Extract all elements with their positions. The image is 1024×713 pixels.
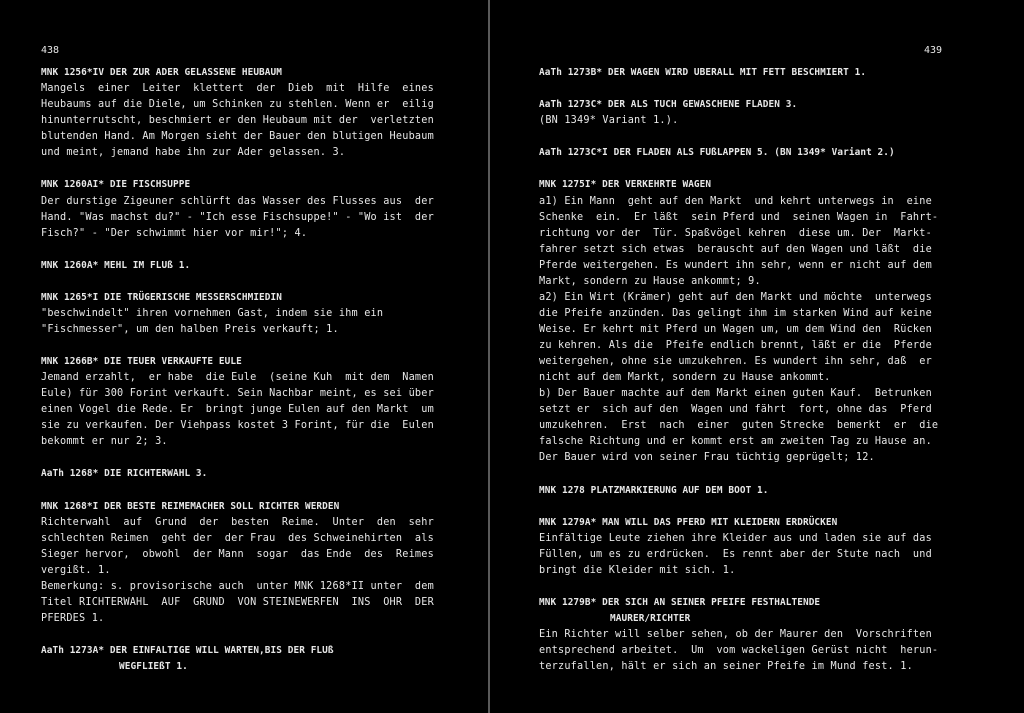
text-line: umzukehren. Erst nach einer guten Strecke bemerkt er die [539, 420, 939, 431]
text-line: fahrer setzt sich etwas berauscht auf den Wagen und läßt die [539, 244, 932, 255]
text-line: richtung vor der Tür. Spaßvögel kehren diese um. Der Markt- [539, 228, 932, 239]
text-line: setzt er sich auf den Wagen und fährt fort, ohne das Pferd [539, 404, 932, 415]
text-line: Weise. Er kehrt mit Pferd un Wagen um, um dem Wind den Rücken [539, 324, 932, 335]
entry-heading-aath-1273c-i: AaTh 1273C*I DER FLADEN ALS FUßLAPPEN 5. (BN 1349* Variant 2.) [539, 147, 895, 158]
entry-heading-continuation: MAURER/RICHTER [610, 613, 691, 624]
text-line: Schenke ein. Er läßt sein Pferd und seinen Wagen in Fahrt- [539, 212, 939, 223]
entry-heading-mnk-1265-i: MNK 1265*I DIE TRÜGERISCHE MESSERSCHMIEDIN [41, 292, 283, 303]
entry-heading-mnk-1266b: MNK 1266B* DIE TEUER VERKAUFTE EULE [41, 356, 242, 367]
text-line: falsche Richtung und er kommt erst am zweiten Tag zu Hause an. [539, 436, 932, 447]
text-line: Fisch?" - "Der schwimmt hier vor mir!"; 4. [41, 228, 308, 239]
entry-heading-mnk-1256-iv: MNK 1256*IV DER ZUR ADER GELASSENE HEUBAUM [41, 67, 283, 78]
text-line: nicht auf dem Markt, sondern zu Hause ankommt. [539, 372, 831, 383]
text-line: blutenden Hand. Am Morgen sieht der Bauer den blutigen Heubaum [41, 131, 434, 142]
text-line: Richterwahl auf Grund der besten Reime. Unter den sehr [41, 517, 434, 528]
text-line: Sieger hervor, obwohl der Mann sogar das Ende des Reimes [41, 549, 434, 560]
book-spine [488, 0, 490, 713]
text-line: Markt, sondern zu Hause ankommt; 9. [539, 276, 761, 287]
text-line: "Fischmesser", um den halben Preis verkauft; 1. [41, 324, 339, 335]
text-line: vergißt. 1. [41, 565, 111, 576]
entry-heading-aath-1273c: AaTh 1273C* DER ALS TUCH GEWASCHENE FLADEN 3. [539, 99, 798, 110]
entry-heading-aath-1273b: AaTh 1273B* DER WAGEN WIRD UBERALL MIT FETT BESCHMIERT 1. [539, 67, 867, 78]
text-line: bekommt er nur 2; 3. [41, 436, 168, 447]
page-number-left: 438 [41, 45, 60, 56]
text-line: Jemand erzahlt, er habe die Eule (seine Kuh mit dem Namen [41, 372, 434, 383]
remark-line: Bemerkung: s. provisorische auch unter MNK 1268*II unter dem [41, 581, 434, 592]
text-line: Ein Richter will selber sehen, ob der Maurer den Vorschriften [539, 629, 932, 640]
text-line: Titel RICHTERWAHL AUF GRUND VON STEINEWERFEN INS OHR DER [41, 597, 434, 608]
entry-heading-mnk-1268-i: MNK 1268*I DER BESTE REIMEMACHER SOLL RICHTER WERDEN [41, 501, 340, 512]
text-line: die Pfeife anzünden. Das gelingt ihm im starken Wind auf keine [539, 308, 932, 319]
text-line: a2) Ein Wirt (Krämer) geht auf den Markt und möchte unterwegs [539, 292, 932, 303]
text-line: Eule) für 300 Forint verkauft. Sein Nachbar meint, es sei über [41, 388, 434, 399]
text-line: Füllen, um es zu erdrücken. Es rennt aber der Stute nach und [539, 549, 932, 560]
entry-heading-mnk-1260ai: MNK 1260AI* DIE FISCHSUPPE [41, 179, 191, 190]
entry-heading-mnk-1279a: MNK 1279A* MAN WILL DAS PFERD MIT KLEIDERN ERDRÜCKEN [539, 517, 838, 528]
text-line: Einfältige Leute ziehen ihre Kleider aus und laden sie auf das [539, 533, 932, 544]
page-number-right: 439 [924, 45, 943, 56]
text-line: Der durstige Zigeuner schlürft das Wasser des Flusses aus der [41, 196, 434, 207]
entry-heading-continuation: WEGFLIEßT 1. [119, 661, 188, 672]
text-line: (BN 1349* Variant 1.). [539, 115, 679, 126]
text-line: a1) Ein Mann geht auf den Markt und kehrt unterwegs in eine [539, 196, 932, 207]
text-line: Der Bauer wird von seiner Frau tüchtig geprügelt; 12. [539, 452, 875, 463]
entry-heading-aath-1273a: AaTh 1273A* DER EINFALTIGE WILL WARTEN,BIS DER FLUß [41, 645, 334, 656]
text-line: entsprechend arbeitet. Um vom wackeligen Gerüst nicht herun- [539, 645, 939, 656]
entry-heading-mnk-1279b: MNK 1279B* DER SICH AN SEINER PFEIFE FESTHALTENDE [539, 597, 821, 608]
text-line: und meint, jemand habe ihn zur Ader gelassen. 3. [41, 147, 346, 158]
entry-heading-mnk-1275i: MNK 1275I* DER VERKEHRTE WAGEN [539, 179, 712, 190]
text-line: Mangels einer Leiter klettert der Dieb mit Hilfe eines [41, 83, 434, 94]
text-line: schlechten Reimen geht der der Frau des Schweinehirten als [41, 533, 434, 544]
text-line: "beschwindelt" ihren vornehmen Gast, indem sie ihm ein [41, 308, 384, 319]
left-page [0, 0, 486, 713]
right-page [492, 0, 1024, 713]
text-line: Pferde weitergehen. Es wundert ihn sehr, wenn er nicht auf dem [539, 260, 932, 271]
text-line: PFERDES 1. [41, 613, 105, 624]
text-line: Heubaums auf die Diele, um Schinken zu stehlen. Wenn er eilig [41, 99, 434, 110]
text-line: terzufallen, hält er sich an seiner Pfeife im Mund fest. 1. [539, 661, 913, 672]
text-line: hinunterrutscht, beschmiert er den Heubaum mit der verletzten [41, 115, 434, 126]
text-line: einen Vogel die Rede. Er bringt junge Eulen auf den Markt um [41, 404, 434, 415]
text-line: zu kehren. Als die Pfeife endlich brennt, läßt er die Pferde [539, 340, 932, 351]
entry-heading-aath-1268: AaTh 1268* DIE RICHTERWAHL 3. [41, 468, 208, 479]
entry-heading-mnk-1260a: MNK 1260A* MEHL IM FLUß 1. [41, 260, 191, 271]
text-line: sie zu verkaufen. Der Viehpass kostet 3 Forint, für die Eulen [41, 420, 434, 431]
text-line: bringt die Kleider mit sich. 1. [539, 565, 736, 576]
text-line: Hand. "Was machst du?" - "Ich esse Fischsuppe!" - "Wo ist der [41, 212, 434, 223]
text-line: weitergehen, ohne sie umzukehren. Es wundert ihn sehr, daß er [539, 356, 932, 367]
text-line: b) Der Bauer machte auf dem Markt einen guten Kauf. Betrunken [539, 388, 932, 399]
entry-heading-mnk-1278: MNK 1278 PLATZMARKIERUNG AUF DEM BOOT 1. [539, 485, 769, 496]
